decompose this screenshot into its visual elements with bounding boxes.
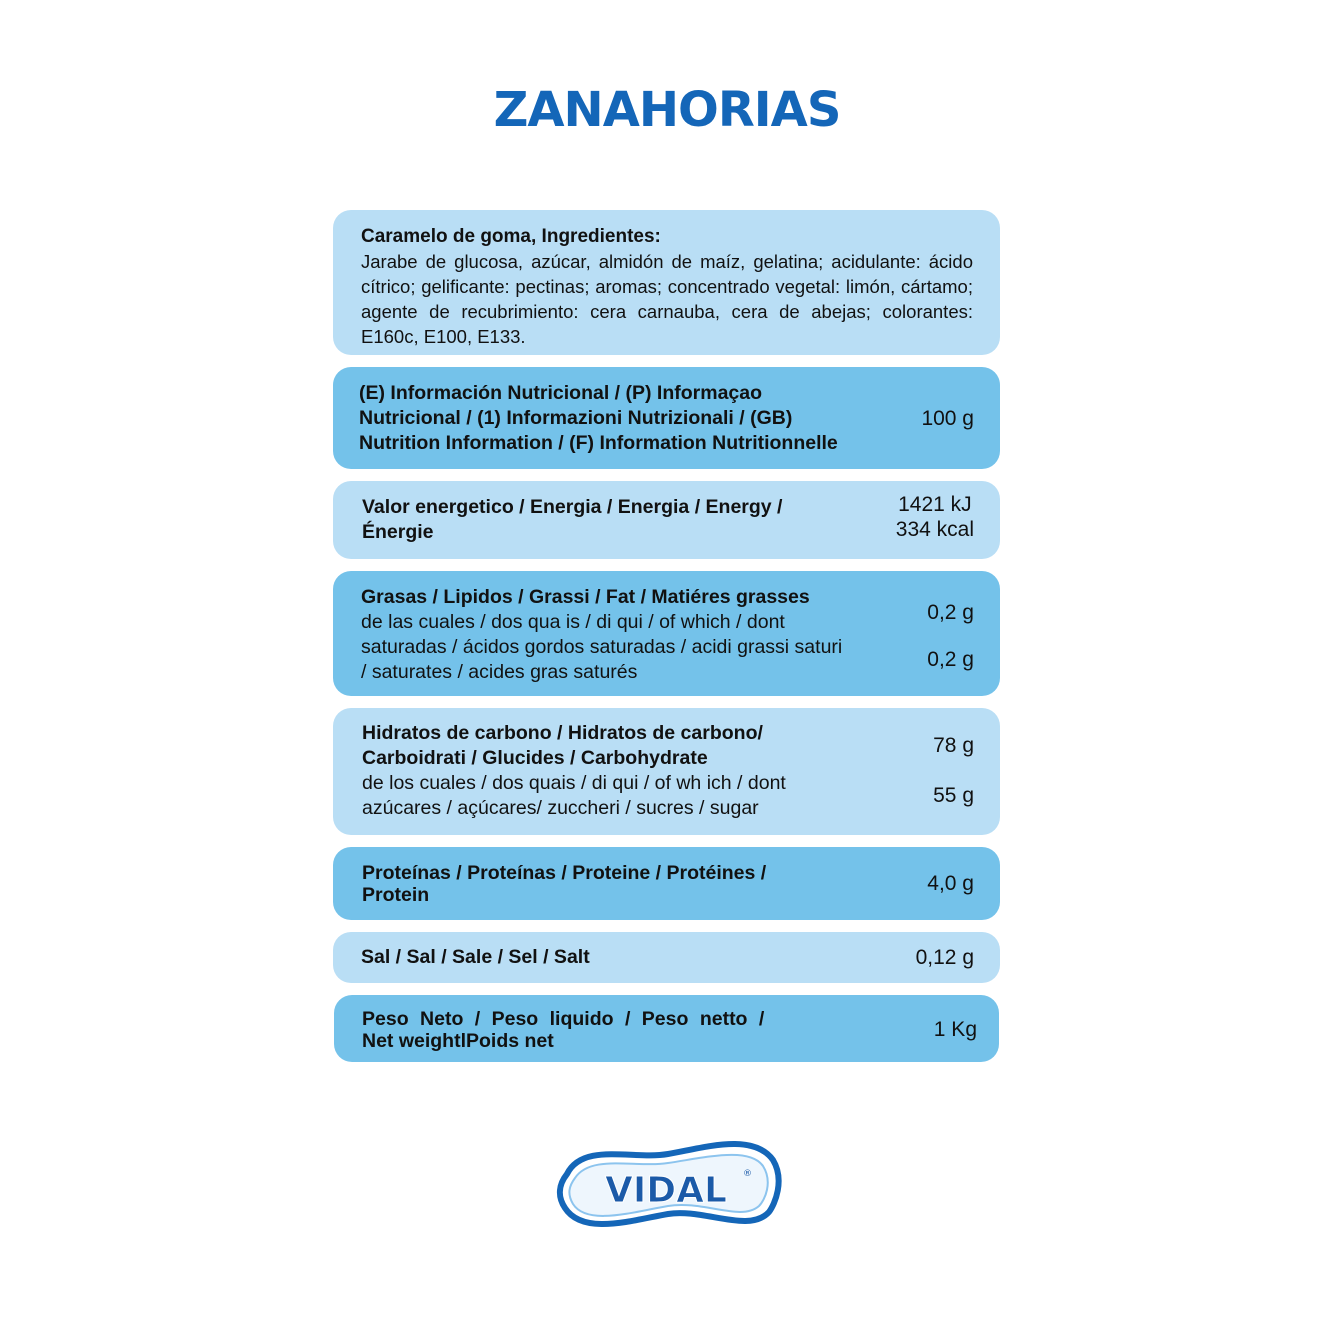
energy-label bbox=[362, 495, 782, 545]
energy-label-line2: Énergie bbox=[362, 521, 434, 543]
ingredients-list: Jarabe de glucosa, azúcar, almidón de maíz, gelatina; acidulante: ácido cítrico; gelificante: pectinas; aromas; concentrado vegetal: limón, cártamo; agente de recubrimiento: cera carnauba, cera de abejas; colorantes: E160c, E100, E133. bbox=[361, 251, 973, 347]
fat-sub-line3: / saturates / acides gras saturés bbox=[361, 661, 638, 683]
net-weight-panel bbox=[334, 995, 999, 1062]
logo-wordmark: VIDAL bbox=[605, 1170, 727, 1211]
nutrition-header-line1: (E) Información Nutricional / (P) Informaçao bbox=[359, 382, 763, 404]
sugars-value: 55 g bbox=[933, 784, 974, 807]
salt-panel bbox=[333, 932, 1000, 983]
energy-label-line1: Valor energetico / Energia / Energia / Energy / bbox=[362, 496, 783, 518]
fat-label bbox=[361, 585, 842, 685]
nutrition-header-panel bbox=[333, 367, 1000, 469]
protein-label bbox=[362, 862, 766, 906]
product-title: ZANAHORIAS bbox=[493, 82, 841, 138]
carbohydrates-panel bbox=[333, 708, 1000, 835]
fat-saturates-value: 0,2 g bbox=[927, 648, 974, 671]
protein-value: 4,0 g bbox=[927, 872, 974, 895]
fat-panel bbox=[333, 571, 1000, 696]
energy-values bbox=[896, 492, 974, 542]
protein-panel bbox=[333, 847, 1000, 920]
protein-label-line1: Proteínas / Proteínas / Proteine / Protéines / bbox=[362, 862, 767, 884]
net-weight-line1: Peso Neto / Peso liquido / Peso netto / bbox=[362, 1008, 765, 1030]
net-weight-line2: Net weightlPoids net bbox=[362, 1030, 554, 1052]
ingredients-text-block bbox=[361, 224, 973, 349]
nutrition-header-line3: Nutrition Information / (F) Information Nutritionnelle bbox=[359, 432, 838, 454]
energy-kcal-value: 334 kcal bbox=[895, 518, 974, 541]
net-weight-value: 1 Kg bbox=[933, 1018, 977, 1041]
salt-label: Sal / Sal / Sale / Sel / Salt bbox=[361, 946, 590, 968]
ingredients-panel bbox=[333, 210, 1000, 355]
fat-value: 0,2 g bbox=[927, 601, 974, 624]
ingredients-heading: Caramelo de goma, Ingredientes: bbox=[361, 226, 661, 247]
vidal-logo bbox=[553, 1138, 783, 1230]
nutrition-header-line2: Nutricional / (1) Informazioni Nutrizionali / (GB) bbox=[359, 407, 793, 429]
nutrition-header-label bbox=[359, 381, 838, 456]
carbohydrates-line1: Hidratos de carbono / Hidratos de carbono/ bbox=[362, 722, 763, 744]
protein-label-line2: Protein bbox=[362, 884, 430, 906]
carbohydrates-label bbox=[362, 721, 786, 821]
fat-sub-line1: de las cuales / dos qua is / di qui / of which / dont bbox=[361, 611, 785, 633]
salt-value: 0,12 g bbox=[915, 946, 974, 969]
sugars-sub-line1: de los cuales / dos quais / di qui / of wh ich / dont bbox=[362, 772, 786, 794]
net-weight-label bbox=[362, 1008, 764, 1052]
logo-registered-mark: ® bbox=[743, 1169, 752, 1179]
carbohydrates-line2: Carboidrati / Glucides / Carbohydrate bbox=[362, 747, 708, 769]
sugars-sub-line2: azúcares / açúcares/ zuccheri / sucres / sugar bbox=[362, 797, 759, 819]
energy-kj-value: 1421 kJ bbox=[898, 493, 972, 516]
carbohydrates-value: 78 g bbox=[933, 734, 974, 757]
energy-panel bbox=[333, 481, 1000, 559]
fat-sub-line2: saturadas / ácidos gordos saturadas / acidi grassi saturi bbox=[361, 636, 843, 658]
fat-heading: Grasas / Lipidos / Grassi / Fat / Matiéres grasses bbox=[361, 586, 810, 608]
nutrition-header-value: 100 g bbox=[921, 407, 974, 430]
